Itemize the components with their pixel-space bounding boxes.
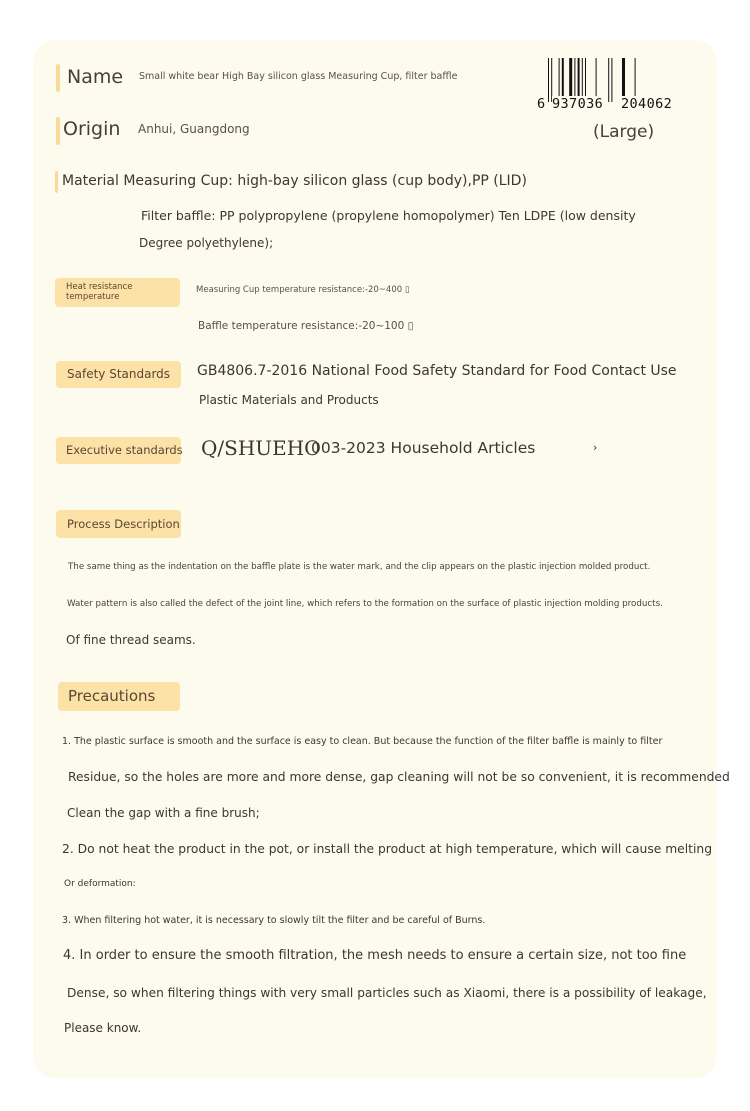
barcode-bar [608, 58, 609, 102]
material-line-1: Material Measuring Cup: high-bay silicon glass (cup body),PP (LID) [62, 173, 527, 189]
precaution-line-5: Or deformation: [64, 879, 136, 889]
safety-label-box [56, 361, 181, 388]
executive-label: Executive standards [66, 443, 183, 457]
heat-resistance-label: Heat resistance temperature [66, 282, 133, 302]
precautions-label-box [58, 682, 180, 711]
name-value: Small white bear High Bay silicon glass Measuring Cup, filter baffle [139, 71, 458, 82]
material-line-2: Filter baffle: PP polypropylene (propylene homopolymer) Ten LDPE (low density [141, 208, 636, 223]
process-line-1: The same thing as the indentation on the baffle plate is the water mark, and the clip appears on the plastic injection molded product. [68, 562, 651, 572]
precaution-line-4: 2. Do not heat the product in the pot, or install the product at high temperature, which will cause melting [62, 842, 712, 856]
barcode-first-digit: 6 [537, 96, 546, 112]
heat-line-1: Measuring Cup temperature resistance:-20~400 ▯ [196, 285, 410, 295]
precaution-line-6: 3. When filtering hot water, it is necessary to slowly tilt the filter and be careful of Burns. [62, 915, 486, 926]
barcode-bar [611, 58, 612, 102]
barcode [537, 58, 692, 112]
precautions-label: Precautions [68, 687, 156, 705]
precaution-line-2: Residue, so the holes are more and more dense, gap cleaning will not be so convenient, it is recommended [68, 770, 730, 784]
process-label: Process Description [67, 517, 180, 531]
heat-resistance-label-box [55, 278, 180, 307]
size-label: (Large) [593, 122, 655, 142]
process-line-2: Water pattern is also called the defect of the joint line, which refers to the formation on the surface of plastic injection molding products. [67, 599, 663, 609]
precaution-line-8: Dense, so when filtering things with very small particles such as Xiaomi, there is a possibility of leakage, [67, 986, 707, 1000]
barcode-digits-right: 204062 [621, 96, 673, 112]
origin-accent-bar [56, 117, 60, 145]
precaution-line-9: Please know. [64, 1021, 142, 1035]
origin-label: Origin [63, 118, 121, 140]
safety-line-1: GB4806.7-2016 National Food Safety Standard for Food Contact Use [197, 363, 677, 379]
safety-label: Safety Standards [67, 367, 171, 381]
process-line-3: Of fine thread seams. [66, 633, 196, 647]
precaution-line-1: 1. The plastic surface is smooth and the surface is easy to clean. But because the function of the filter baffle is mainly to filter [62, 736, 663, 747]
name-label: Name [67, 66, 124, 88]
barcode-digits-left: 937036 [552, 96, 604, 112]
executive-text: 003-2023 Household Articles [311, 439, 536, 457]
material-accent-bar [55, 171, 58, 193]
executive-label-box [56, 437, 181, 464]
origin-value: Anhui, Guangdong [138, 122, 250, 136]
material-line-3: Degree polyethylene); [139, 236, 274, 250]
heat-line-2: Baffle temperature resistance:-20~100 ▯ [198, 320, 414, 332]
precaution-line-3: Clean the gap with a fine brush; [67, 806, 260, 820]
safety-line-2: Plastic Materials and Products [199, 393, 379, 407]
precaution-line-7: 4. In order to ensure the smooth filtration, the mesh needs to ensure a certain size, not too fine [63, 948, 687, 963]
executive-code: Q/SHUEHO [201, 436, 321, 460]
name-accent-bar [56, 64, 60, 92]
process-label-box [56, 510, 181, 538]
executive-mark: › [593, 441, 598, 454]
barcode-bar [548, 58, 549, 102]
